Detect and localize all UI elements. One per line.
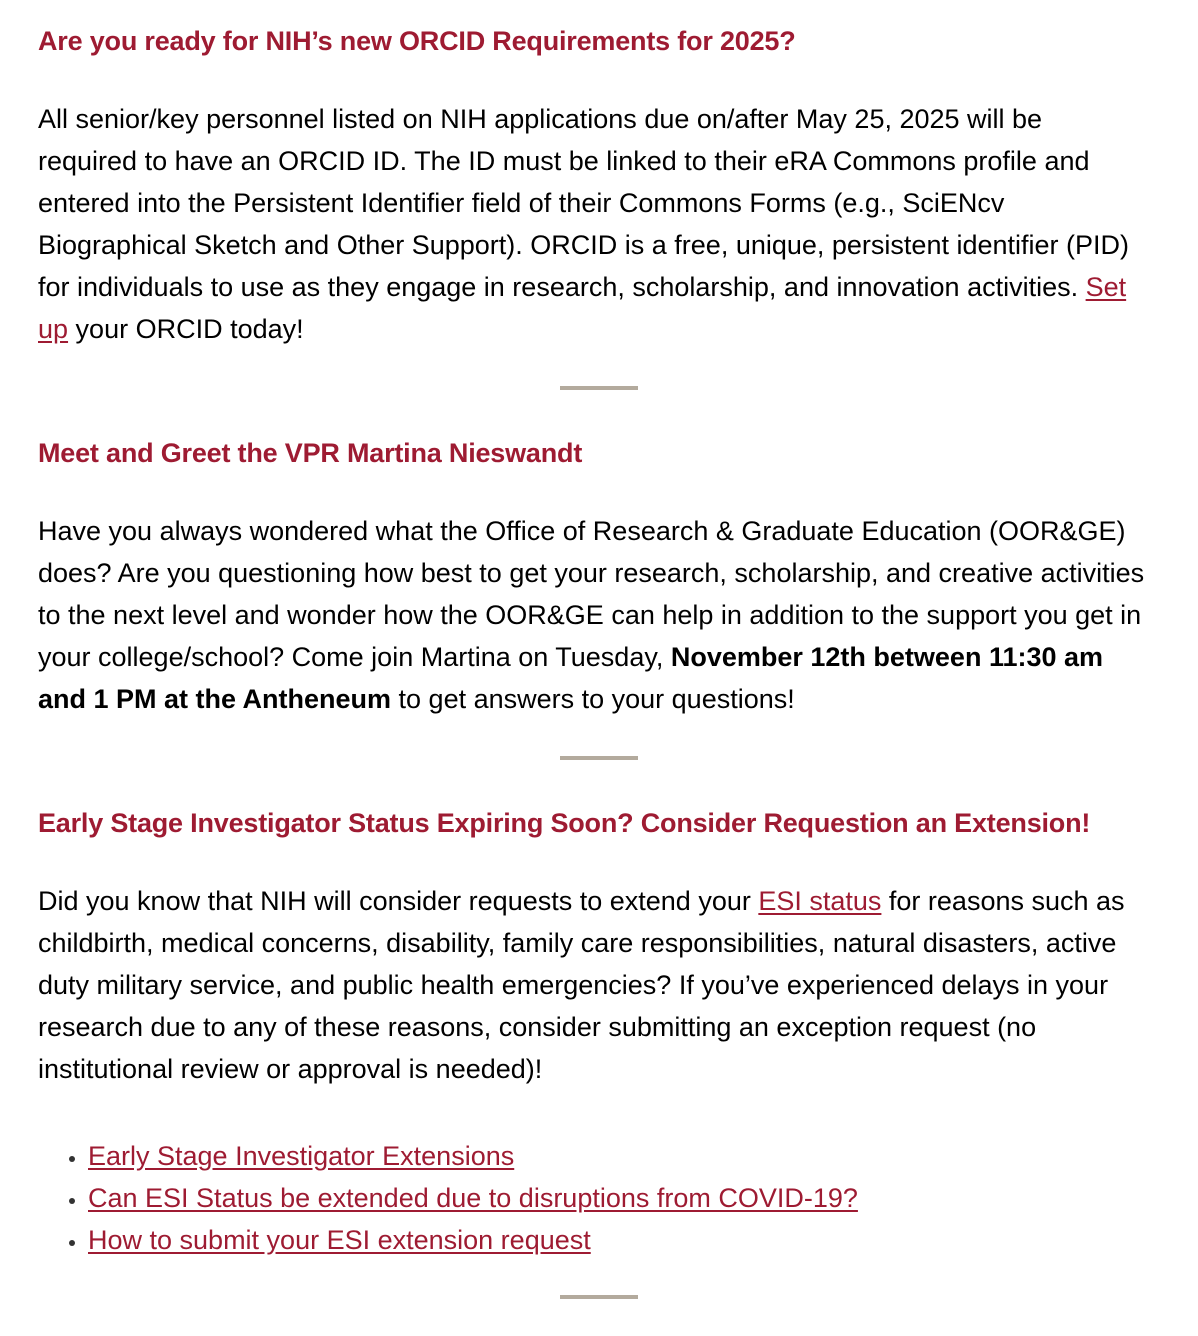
section-orcid-requirements [38,24,1160,350]
section-meet-and-greet-vpr [38,436,1160,720]
section-divider [560,386,638,390]
paragraph-text: Did you know that NIH will consider requests to extend your [38,886,759,916]
orcid-section-heading: Are you ready for NIH’s new ORCID Requirements for 2025? [38,26,796,56]
esi-resources-list [38,1135,1160,1261]
esi-status-link[interactable]: ESI status [758,886,882,916]
list-item [88,1177,1160,1219]
list-item [88,1219,1160,1261]
section-divider [560,1295,638,1299]
esi-covid-extension-link[interactable]: Can ESI Status be extended due to disruptions from COVID-19? [88,1183,858,1213]
vpr-section-heading: Meet and Greet the VPR Martina Nieswandt [38,438,583,468]
list-item [88,1135,1160,1177]
paragraph-text: to get answers to your questions! [391,684,795,714]
paragraph-text: your ORCID today! [68,314,304,344]
event-datetime-bold-text: November 12th between 11:30 am and 1 PM at the Antheneum [38,642,1104,714]
section-divider [560,756,638,760]
vpr-section-paragraph [38,510,1146,720]
paragraph-text: All senior/key personnel listed on NIH applications due on/after May 25, 2025 will be required to have an ORCID ID. The ID must be linked to their eRA Commons profile and entered into the Persistent Identifier field of their Commons Forms (e.g., SciENcv Biographical Sketch and Other Support). ORCID is a free, unique, persistent identifier (PID) for individuals to use as they engage in research, scholarship, and innovation activities. [38,104,1130,302]
setup-orcid-link[interactable]: Set up [38,272,1127,344]
esi-section-heading: Early Stage Investigator Status Expiring Soon? Consider Requestion an Extension! [38,808,1091,838]
esi-extensions-link[interactable]: Early Stage Investigator Extensions [88,1141,515,1171]
orcid-section-paragraph [38,98,1146,350]
paragraph-text: for reasons such as childbirth, medical concerns, disability, family care responsibilities, natural disasters, active duty military service, and public health emergencies? If you’ve experienced delays in your research due to any of these reasons, consider submitting an exception request (no institutional review or approval is needed)! [38,886,1125,1084]
paragraph-text: Have you always wondered what the Office of Research & Graduate Education (OOR&GE) does? Are you questioning how best to get your research, scholarship, and creative activities to the next level and wonder how the OOR&GE can help in addition to the support you get in your college/school? Come join Martina on Tuesday, [38,516,1145,672]
esi-submit-request-link[interactable]: How to submit your ESI extension request [88,1225,591,1255]
section-esi-extension [38,806,1160,1261]
esi-section-paragraph [38,880,1146,1090]
